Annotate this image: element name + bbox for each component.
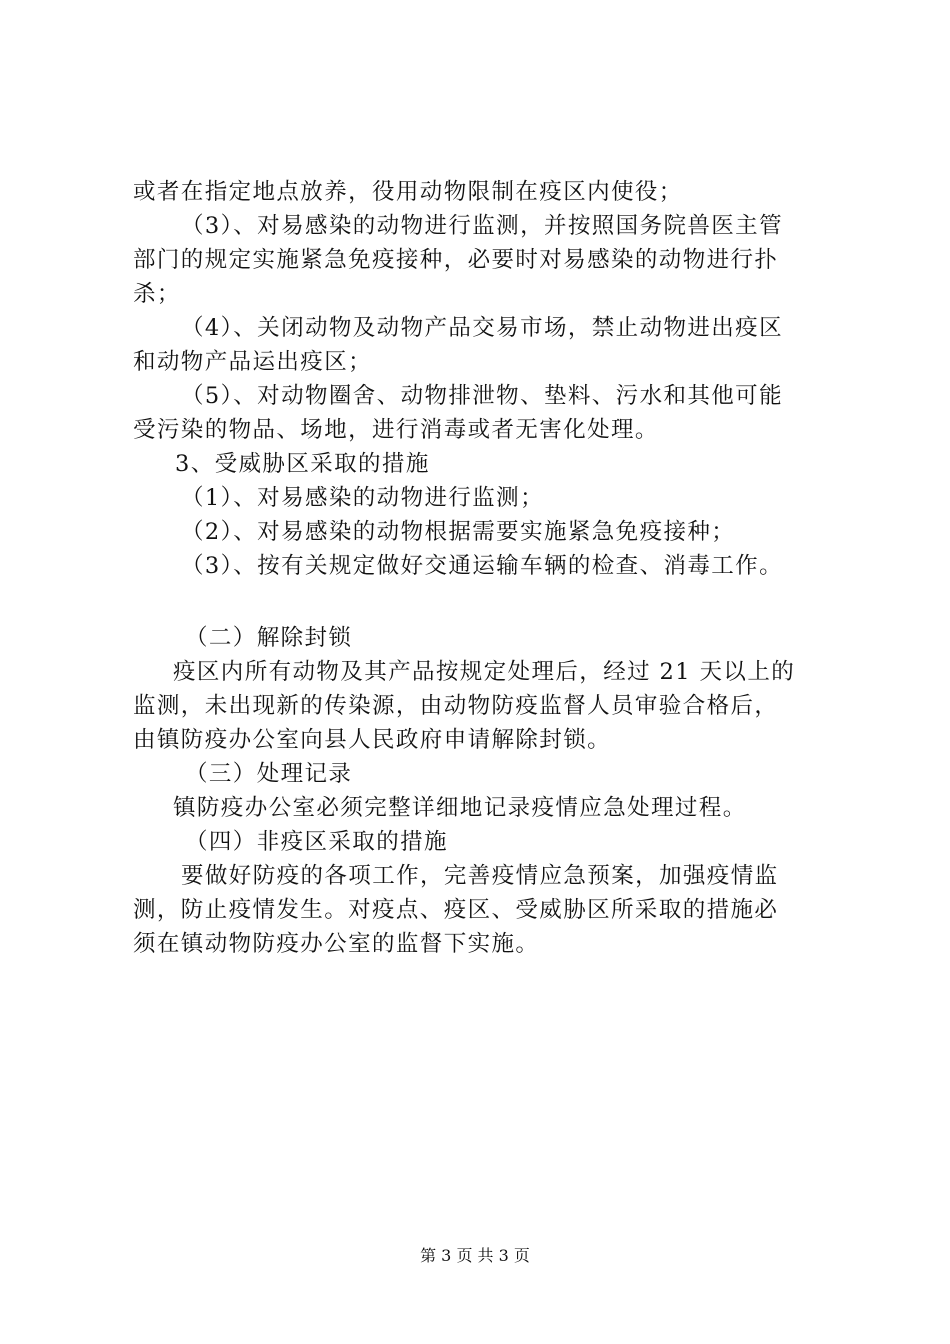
paragraph-line: 疫区内所有动物及其产品按规定处理后，经过 21 天以上的 — [173, 659, 796, 685]
paragraph-line: （3）、按有关规定做好交通运输车辆的检查、消毒工作。 — [181, 553, 783, 579]
section-heading: 3、受威胁区采取的措施 — [175, 451, 430, 477]
paragraph-line: （1）、对易感染的动物进行监测； — [181, 485, 544, 511]
spacer — [133, 583, 833, 621]
paragraph-line: （2）、对易感染的动物根据需要实施紧急免疫接种； — [181, 519, 736, 545]
paragraph-line: 镇防疫办公室必须完整详细地记录疫情应急处理过程。 — [173, 795, 747, 821]
paragraph-line: 由镇防疫办公室向县人民政府申请解除封锁。 — [133, 727, 612, 753]
document-body — [133, 175, 833, 961]
paragraph-line: （4）、关闭动物及动物产品交易市场，禁止动物进出疫区 — [181, 315, 783, 341]
paragraph-line: 监测，未出现新的传染源，由动物防疫监督人员审验合格后， — [133, 693, 779, 719]
paragraph-line: 受污染的物品、场地，进行消毒或者无害化处理。 — [133, 417, 659, 443]
paragraph-line: （3）、对易感染的动物进行监测，并按照国务院兽医主管 — [181, 213, 783, 239]
paragraph-line: 测，防止疫情发生。对疫点、疫区、受威胁区所采取的措施必 — [133, 897, 779, 923]
paragraph-line: 要做好防疫的各项工作，完善疫情应急预案，加强疫情监 — [181, 863, 779, 889]
paragraph-line: 杀； — [133, 281, 181, 307]
section-heading: （四）非疫区采取的措施 — [185, 829, 448, 855]
paragraph-line: 部门的规定实施紧急免疫接种，必要时对易感染的动物进行扑 — [133, 247, 779, 273]
paragraph-line: 须在镇动物防疫办公室的监督下实施。 — [133, 931, 540, 957]
section-heading: （三）处理记录 — [185, 761, 353, 787]
paragraph-line: （5）、对动物圈舍、动物排泄物、垫料、污水和其他可能 — [181, 383, 783, 409]
section-heading: （二）解除封锁 — [185, 625, 353, 651]
page-number: 第 3 页 共 3 页 — [420, 1246, 530, 1265]
paragraph-line: 或者在指定地点放养，役用动物限制在疫区内使役； — [133, 179, 683, 205]
paragraph-line: 和动物产品运出疫区； — [133, 349, 373, 375]
